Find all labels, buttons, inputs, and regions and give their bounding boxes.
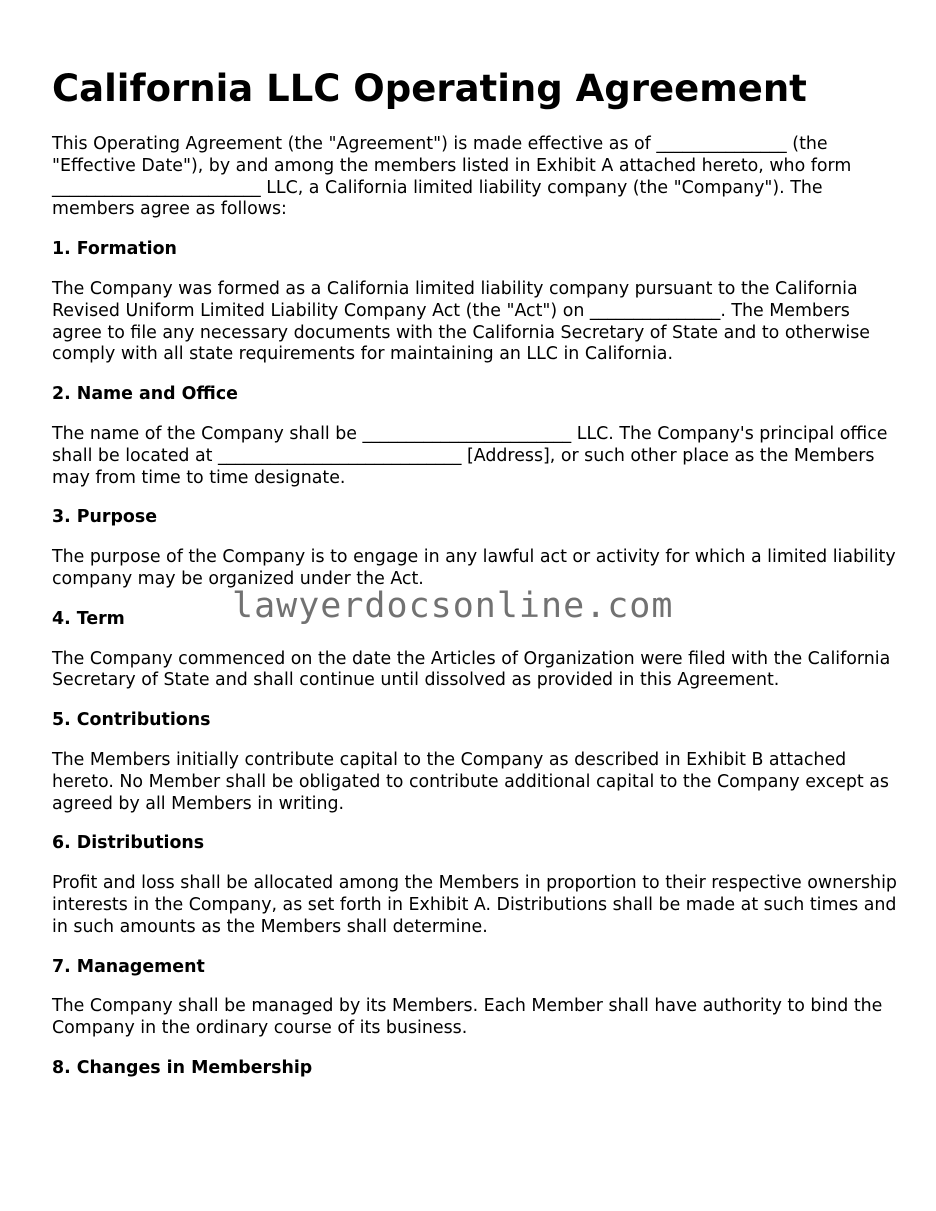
section-heading-formation: 1. Formation xyxy=(52,239,177,260)
section-heading-name-and-office: 2. Name and Office xyxy=(52,384,238,405)
section-heading-management: 7. Management xyxy=(52,956,205,977)
document-page xyxy=(52,66,902,1098)
document-title: California LLC Operating Agreement xyxy=(52,67,807,110)
section-heading-term: 4. Term xyxy=(52,608,125,629)
section-heading-purpose: 3. Purpose xyxy=(52,507,158,528)
section-text-formation: The Company was formed as a California limited liability company pursuant to the California Revised Uniform Limited Liability Company Act (the "Act") on _______________. The Members agree to file any necessary documents with the California Secretary of State and to otherwise comply with all state requirements for maintaining an LLC in California. xyxy=(52,278,870,365)
watermark-text: lawyerdocsonline.com xyxy=(232,586,674,626)
section-text-purpose: The purpose of the Company is to engage in any lawful act or activity for which a limited liability company may be organized under the Act. xyxy=(52,547,896,589)
section-heading-changes-in-membership: 8. Changes in Membership xyxy=(52,1057,313,1078)
section-heading-distributions: 6. Distributions xyxy=(52,833,205,854)
section-text-management: The Company shall be managed by its Members. Each Member shall have authority to bind the Company in the ordinary course of its business. xyxy=(52,996,883,1039)
section-text-name-and-office: The name of the Company shall be ________________________ LLC. The Company's principal office shall be located at ____________________________ [Address], or such other place as the Members may from time to time designate. xyxy=(52,423,888,488)
section-text-term: The Company commenced on the date the Articles of Organization were filed with the California Secretary of State and shall continue until dissolved as provided in this Agreement. xyxy=(52,648,891,691)
section-text-contributions: The Members initially contribute capital to the Company as described in Exhibit B attached hereto. No Member shall be obligated to contribute additional capital to the Company except as agreed by all Members in writing. xyxy=(52,749,889,814)
section-text-distributions: Profit and loss shall be allocated among the Members in proportion to their respective ownership interests in the Company, as set forth in Exhibit A. Distributions shall be made at such times and in such amounts as the Members shall determine. xyxy=(52,873,897,937)
intro-paragraph: This Operating Agreement (the "Agreement") is made effective as of _______________ (the "Effective Date"), by and among the members listed in Exhibit A attached hereto, who form ________________________ LLC, a California limited liability company (the "Company"). The members agree as follows: xyxy=(52,134,852,220)
section-heading-contributions: 5. Contributions xyxy=(52,710,211,731)
